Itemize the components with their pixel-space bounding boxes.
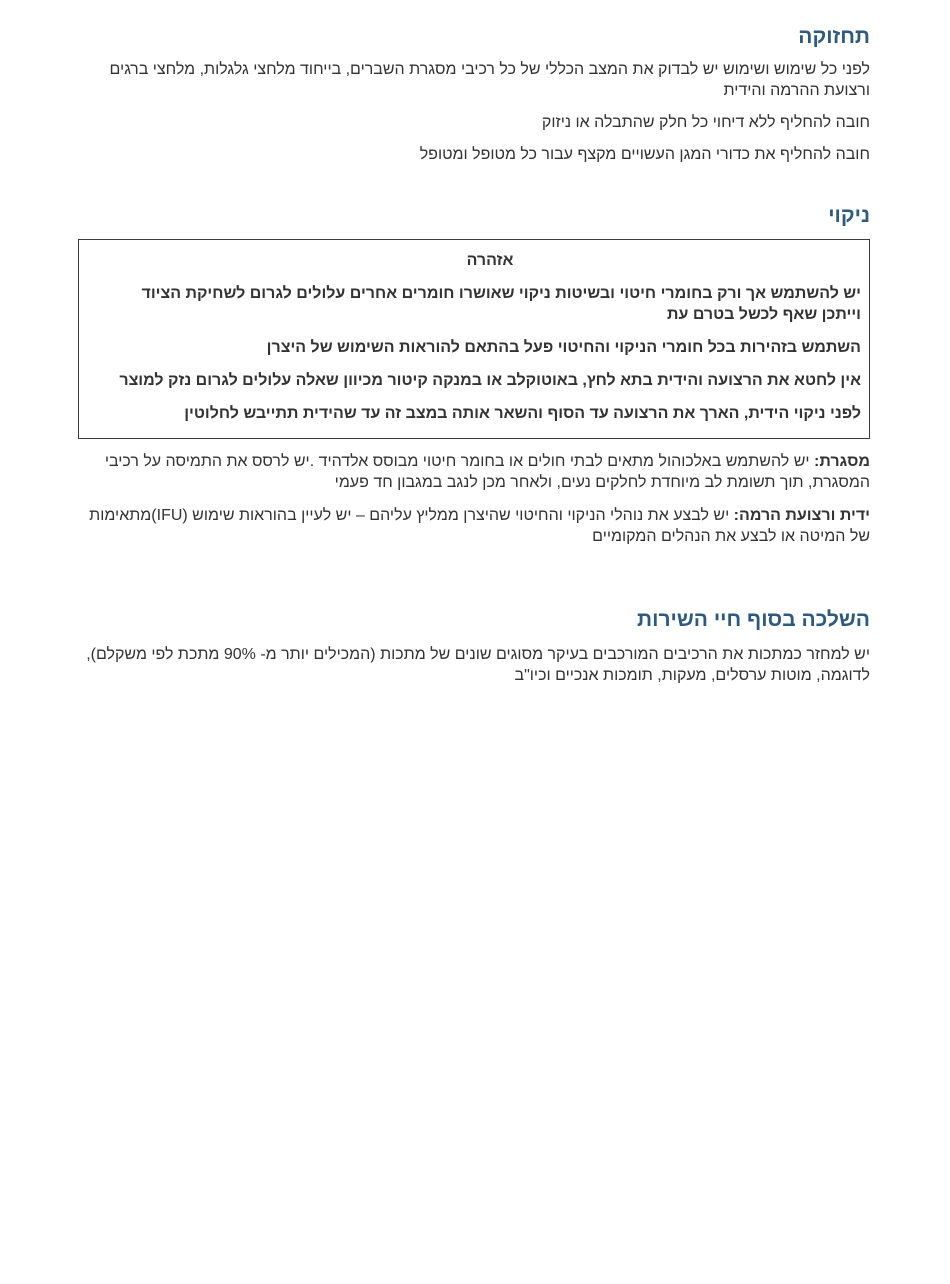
warning-item-1: יש להשתמש אך ורק בחומרי חיטוי ובשיטות ניקוי שאושרו חומרים אחרים עלולים לגרום לשחיקת הציוד וייתכן שאף לכשל בטרם עת <box>141 285 861 323</box>
frame-cleaning-note <box>80 451 870 493</box>
handle-note-label: ידית ורצועת הרמה: <box>733 507 870 524</box>
handle-cleaning-note <box>80 505 870 547</box>
warning-item-2: השתמש בזהירות בכל חומרי הניקוי והחיטוי פעל בהתאם להוראות השימוש של היצרן <box>266 339 861 356</box>
cleaning-heading: ניקוי <box>828 204 870 227</box>
maintenance-paragraph-3: חובה להחליף את כדורי המגן העשויים מקצף עבור כל מטופל ומטופל <box>419 146 870 163</box>
disposal-paragraph: יש למחזר כמתכות את הרכיבים המורכבים בעיקר מסוגים שונים של מתכות (המכילים יותר מ- 90% מתכת לפי משקלם), לדוגמה, מוטות ערסלים, מעקות, תומכות אנכיים וכיו"ב <box>86 646 870 684</box>
maintenance-paragraph-1: לפני כל שימוש ושימוש יש לבדוק את המצב הכללי של כל רכיבי מסגרת השברים, בייחוד מלחצי גלגלות, מלחצי ברגים ורצועת ההרמה והידית <box>109 61 870 99</box>
handle-note-text: יש לבצע את נוהלי הניקוי והחיטוי שהיצרן ממליץ עליהם – יש לעיין בהוראות שימוש (IFU)מתאימות של המיטה או לבצע את הנהלים המקומיים <box>89 507 870 545</box>
frame-note-text: יש להשתמש באלכוהול מתאים לבתי חולים או בחומר חיטוי מבוסס אלדהיד .יש לרסס את התמיסה על רכיבי המסגרת, תוך תשומת לב מיוחדת לחלקים נעים, ולאחר מכן לנגב במגבון חד פעמי <box>104 453 870 491</box>
maintenance-heading: תחזוקה <box>798 25 870 48</box>
cleaning-section <box>80 203 870 559</box>
frame-note-label: מסגרת: <box>813 453 870 470</box>
disposal-section <box>80 607 870 686</box>
warning-item-4: לפני ניקוי הידית, הארך את הרצועה עד הסוף והשאר אותה במצב זה עד שהידית תתייבש לחלוטין <box>184 405 861 422</box>
disposal-heading: השלכה בסוף חיי השירות <box>637 608 870 631</box>
warning-item-3: אין לחטא את הרצועה והידית בתא לחץ, באוטוקלב או במנקה קיטור מכיוון שאלה עלולים לגרום נזק למוצר <box>119 372 861 389</box>
maintenance-section <box>80 24 870 176</box>
warning-title: אזהרה <box>466 252 514 269</box>
maintenance-paragraph-2: חובה להחליף ללא דיחוי כל חלק שהתבלה או ניזוק <box>541 114 870 131</box>
warning-box <box>78 239 870 439</box>
